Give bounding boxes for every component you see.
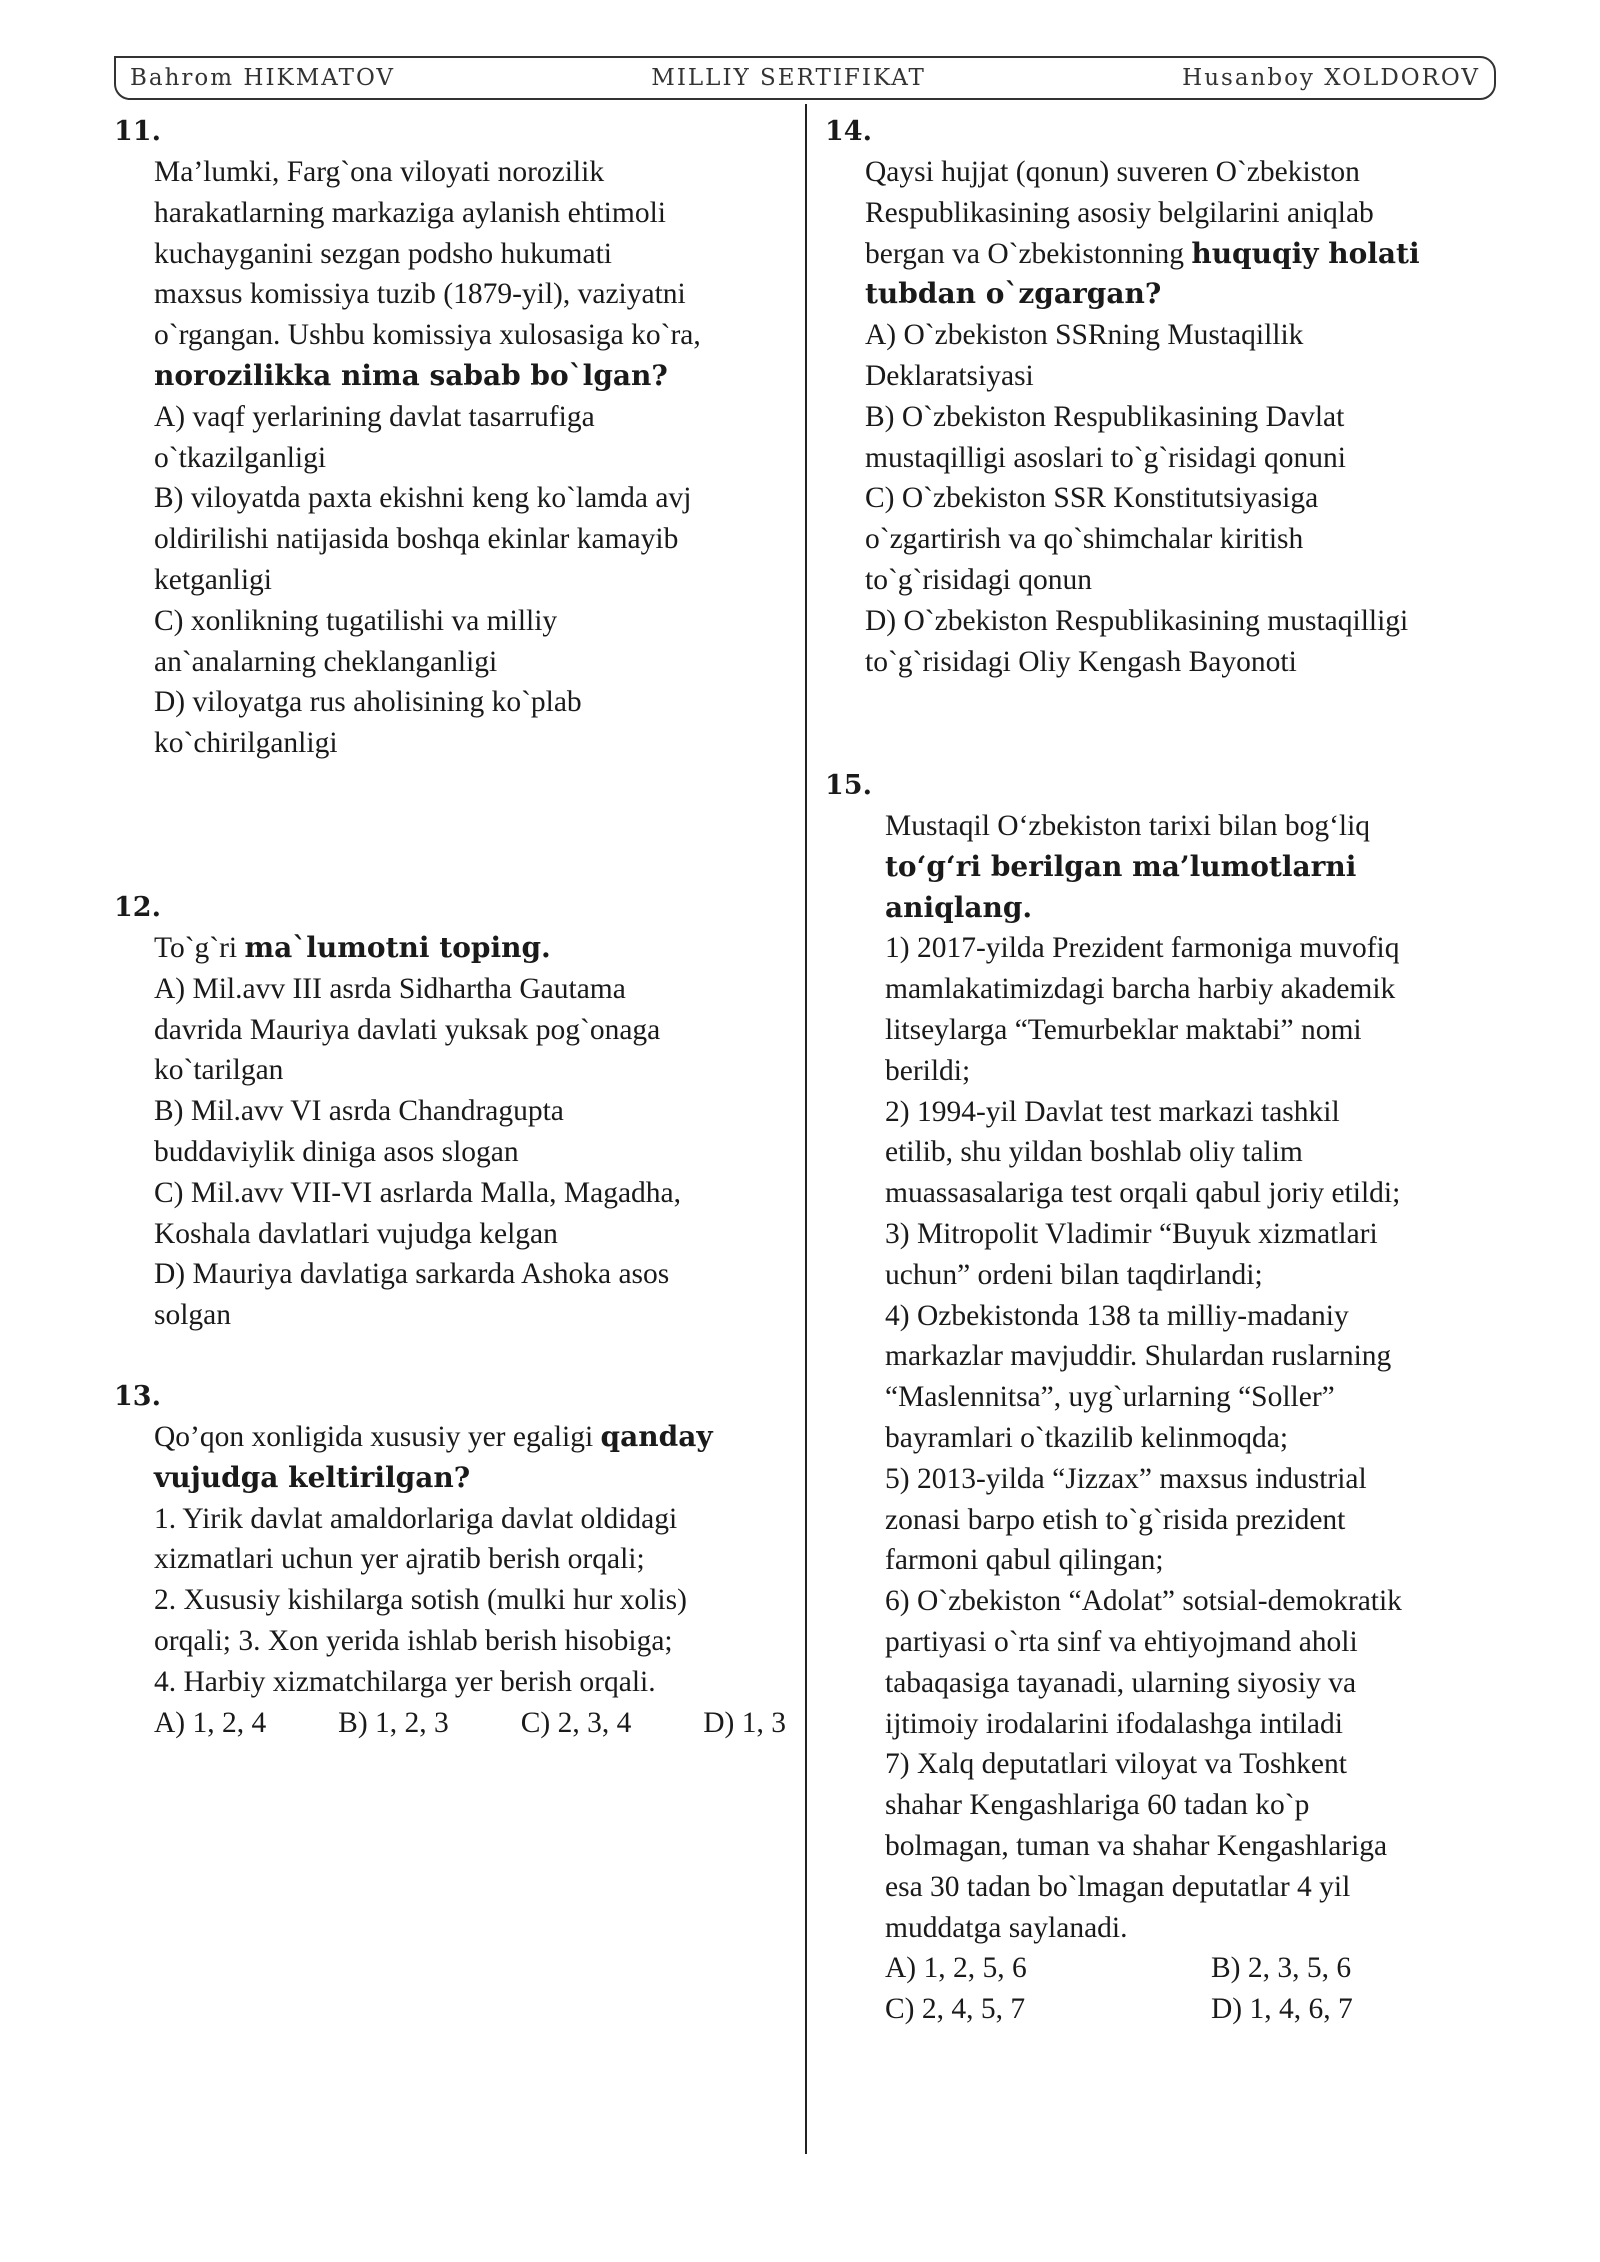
answer-option: ko`chirilganligi: [154, 727, 338, 760]
question-prompt: qanday: [600, 1420, 713, 1453]
answer-option: o`tkazilganligi: [154, 441, 327, 474]
question-text-line: kuchayganini sezgan podsho hukumati: [154, 237, 612, 270]
statement-line: uchun” ordeni bilan taqdirlandi;: [885, 1258, 1263, 1291]
statement-line: “Maslennitsa”, uyg`urlarning “Soller”: [885, 1381, 1335, 1414]
answer-option: solgan: [154, 1299, 232, 1332]
statement-line: 3) Mitropolit Vladimir “Buyuk xizmatlari: [885, 1217, 1378, 1250]
statement-line: 2) 1994-yil Davlat test markazi tashkil: [885, 1095, 1340, 1128]
question-body: [154, 1417, 804, 1743]
statement-line: 1. Yirik davlat amaldorlariga davlat oldidagi: [154, 1502, 678, 1535]
question-prompt: tubdan o`zgargan?: [865, 277, 1162, 311]
answer-option: C) O`zbekiston SSR Konstitutsiyasiga: [865, 482, 1319, 515]
question-prompt: aniqlang.: [885, 890, 1033, 924]
answer-option: B) Mil.avv VI asrda Chandragupta: [154, 1095, 564, 1128]
question-prompt: to‘g‘ri berilgan ma’lumotlarni: [885, 849, 1357, 883]
statement-line: 2. Xususiy kishilarga sotish (mulki hur xolis): [154, 1584, 687, 1617]
answer-option: buddaviylik diniga asos slogan: [154, 1135, 519, 1168]
statement-line: muassasalariga test orqali qabul joriy etildi;: [885, 1177, 1401, 1210]
answer-option: A) vaqf yerlarining davlat tasarrufiga: [154, 400, 595, 433]
answer-option: ketganligi: [154, 563, 272, 596]
statement-line: mamlakatimizdagi barcha harbiy akademik: [885, 973, 1396, 1006]
header-left-author: Bahrom HIKMATOV: [130, 65, 396, 91]
answer-option: an`analarning cheklanganligi: [154, 645, 498, 678]
answer-option: B) 1, 2, 3: [338, 1706, 449, 1739]
answer-option: D) 1, 4, 6, 7: [1211, 1993, 1353, 2026]
question-12: [114, 888, 804, 1336]
question-number: 12.: [114, 892, 161, 923]
statement-line: 4) Ozbekistonda 138 ta milliy-madaniy: [885, 1299, 1349, 1332]
statement-line: bolmagan, tuman va shahar Kengashlariga: [885, 1829, 1388, 1862]
answer-option: to`g`risidagi qonun: [865, 563, 1092, 596]
statement-line: markazlar mavjuddir. Shulardan ruslarning: [885, 1340, 1392, 1373]
answer-option: mustaqilligi asoslari to`g`risidagi qonuni: [865, 441, 1346, 474]
answer-option: o`zgartirish va qo`shimchalar kiritish: [865, 523, 1304, 556]
question-text: Qo’qon xonligida xususiy yer egaligi: [154, 1421, 601, 1453]
question-text-line: harakatlarning markaziga aylanish ehtimoli: [154, 196, 666, 229]
answer-option: davrida Mauriya davlati yuksak pog`onaga: [154, 1013, 661, 1046]
answer-option: Koshala davlatlari vujudga kelgan: [154, 1217, 558, 1250]
statement-line: farmoni qabul qilingan;: [885, 1544, 1164, 1577]
question-number: 11.: [114, 116, 161, 147]
question-number: 13.: [114, 1381, 161, 1412]
page-header: [114, 56, 1496, 100]
answer-option: A) O`zbekiston SSRning Mustaqillik: [865, 319, 1304, 352]
question-body: [154, 152, 804, 764]
statement-line: bayramlari o`tkazilib kelinmoqda;: [885, 1421, 1289, 1454]
answer-option: B) viloyatda paxta ekishni keng ko`lamda avj: [154, 482, 692, 515]
answer-option: A) 1, 2, 5, 6: [885, 1952, 1027, 1985]
statement-line: 7) Xalq deputatlari viloyat va Toshkent: [885, 1748, 1347, 1781]
answer-option: D) O`zbekiston Respublikasining mustaqilligi: [865, 604, 1409, 637]
statement-line: partiyasi o`rta sinf va ehtiyojmand aholi: [885, 1625, 1358, 1658]
answer-option: C) 2, 4, 5, 7: [885, 1993, 1026, 2026]
answer-option: C) 2, 3, 4: [520, 1706, 632, 1739]
question-number: 14.: [825, 116, 872, 147]
statement-line: 1) 2017-yilda Prezident farmoniga muvofiq: [885, 932, 1400, 965]
question-text-line: Qaysi hujjat (qonun) suveren O`zbekiston: [865, 156, 1360, 188]
answer-option: C) xonlikning tugatilishi va milliy: [154, 604, 558, 637]
answer-option: B) O`zbekiston Respublikasining Davlat: [865, 400, 1345, 433]
question-prompt-line: [865, 234, 1525, 275]
statement-line: xizmatlari uchun yer ajratib berish orqali;: [154, 1543, 645, 1576]
column-divider: [805, 104, 807, 2154]
answer-option: A) Mil.avv III asrda Sidhartha Gautama: [154, 972, 626, 1005]
question-text: bergan va O`zbekistonning: [865, 237, 1192, 270]
statement-line: shahar Kengashlariga 60 tadan ko`p: [885, 1789, 1310, 1822]
statement-line: 4. Harbiy xizmatchilarga yer berish orqali.: [154, 1665, 656, 1698]
statement-line: tabaqasiga tayanadi, ularning siyosiy va: [885, 1666, 1357, 1699]
answer-options: [154, 1703, 786, 1744]
statement-line: esa 30 tadan bo`lmagan deputatlar 4 yil: [885, 1870, 1351, 1903]
answer-option: Deklaratsiyasi: [865, 359, 1034, 392]
header-title: MILLIY SERTIFIKAT: [651, 65, 926, 91]
question-body: [865, 152, 1525, 682]
question-text: To`g`ri: [154, 932, 245, 964]
statement-line: 5) 2013-yilda “Jizzax” maxsus industrial: [885, 1462, 1367, 1495]
statement-line: etilib, shu yildan boshlab oliy talim: [885, 1136, 1303, 1169]
answer-option: D) Mauriya davlatiga sarkarda Ashoka asos: [154, 1258, 670, 1291]
question-text-line: o`rgangan. Ushbu komissiya xulosasiga ko`ra,: [154, 319, 701, 352]
question-15: [825, 766, 1525, 2030]
answer-option: D) 1, 3: [703, 1706, 786, 1739]
question-prompt: ma`lumotni toping.: [244, 931, 551, 964]
question-14: [825, 112, 1525, 682]
question-prompt: norozilikka nima sabab bo`lgan?: [154, 358, 668, 392]
answer-option: D) viloyatga rus aholisining ko`plab: [154, 686, 582, 719]
statement-line: 6) O`zbekiston “Adolat” sotsial-demokratik: [885, 1585, 1402, 1618]
answer-option: A) 1, 2, 4: [154, 1706, 267, 1739]
question-number: 15.: [825, 770, 872, 801]
answer-option: oldirilishi natijasida boshqa ekinlar kamayib: [154, 523, 679, 556]
question-prompt-line: [154, 1417, 804, 1458]
statement-line: zonasi barpo etish to`g`risida prezident: [885, 1503, 1346, 1536]
question-13: [114, 1377, 804, 1743]
statement-line: berildi;: [885, 1054, 971, 1087]
statement-line: ijtimoiy irodalarini ifodalashga intiladi: [885, 1707, 1343, 1740]
answer-option: to`g`risidagi Oliy Kengash Bayonoti: [865, 645, 1297, 678]
question-text-line: maxsus komissiya tuzib (1879-yil), vaziyatni: [154, 278, 686, 311]
question-text-line: Respublikasining asosiy belgilarini aniqlab: [865, 196, 1374, 229]
question-prompt-line: [154, 928, 804, 969]
statement-line: orqali; 3. Xon yerida ishlab berish hisobiga;: [154, 1624, 673, 1657]
header-right-author: Husanboy XOLDOROV: [1182, 65, 1480, 91]
answer-option: C) Mil.avv VII-VI asrlarda Malla, Magadha,: [154, 1176, 682, 1209]
question-body: [885, 806, 1525, 2030]
question-text-line: Mustaqil O‘zbekiston tarixi bilan bog‘liq: [885, 810, 1371, 842]
question-prompt: vujudga keltirilgan?: [154, 1460, 471, 1494]
question-text-line: Ma’lumki, Farg`ona viloyati norozilik: [154, 156, 605, 188]
statement-line: litseylarga “Temurbeklar maktabi” nomi: [885, 1013, 1362, 1046]
question-body: [154, 928, 804, 1336]
question-11: [114, 112, 804, 764]
question-prompt: huquqiy holati: [1191, 236, 1420, 270]
answer-option: ko`tarilgan: [154, 1054, 284, 1087]
answer-options: [885, 1948, 1525, 2030]
answer-option: B) 2, 3, 5, 6: [1211, 1952, 1352, 1985]
statement-line: muddatga saylanadi.: [885, 1911, 1128, 1944]
